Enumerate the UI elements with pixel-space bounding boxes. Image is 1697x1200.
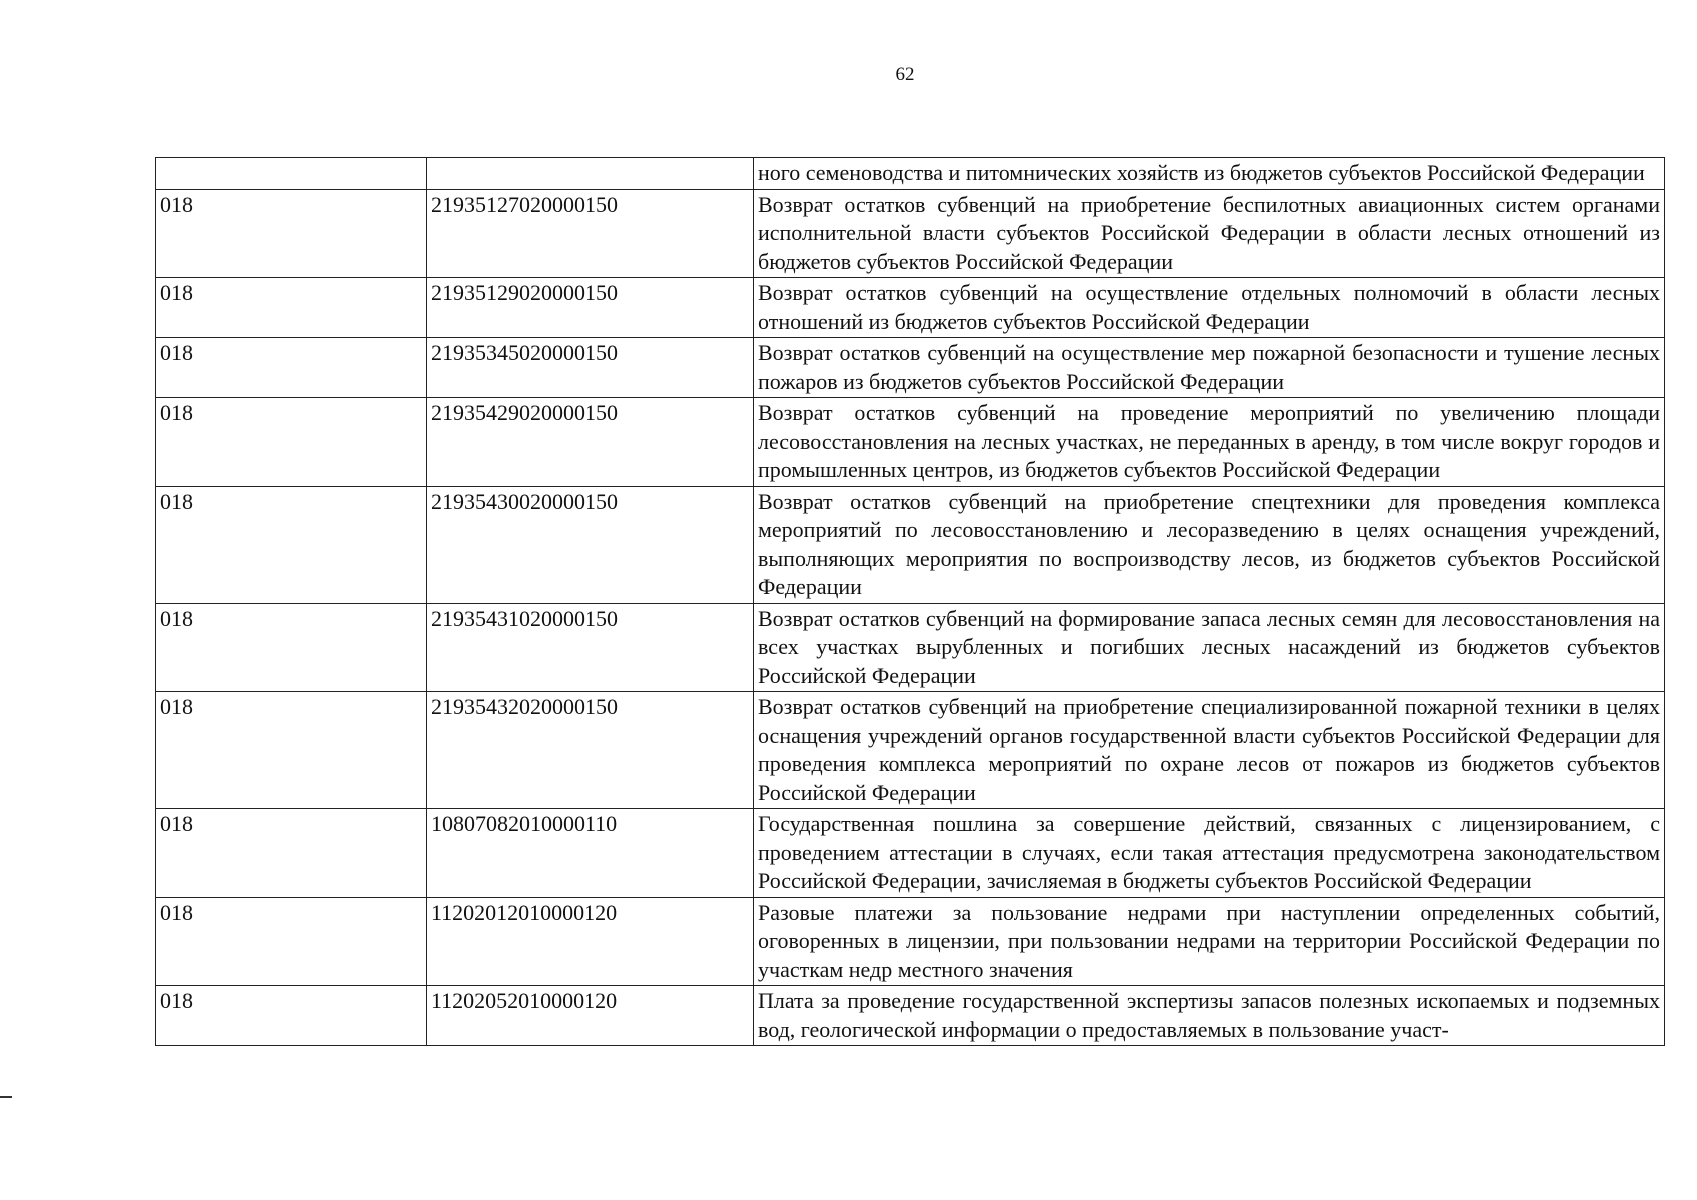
table-row bbox=[156, 338, 1665, 398]
description-cell: Возврат остатков субвенций на осуществление отдельных полномочий в области лесных отношений из бюджетов субъектов Российской Федерации bbox=[754, 278, 1665, 338]
admin-code-cell bbox=[156, 158, 427, 190]
admin-code-cell: 018 bbox=[156, 278, 427, 338]
table-row bbox=[156, 398, 1665, 487]
description-cell: Государственная пошлина за совершение действий, связанных с лицензированием, с проведением аттестации в случаях, если такая аттестация предусмотрена законодательством Российской Федерации, зачисляемая в бюджеты субъектов Российской Федерации bbox=[754, 809, 1665, 898]
table-row bbox=[156, 603, 1665, 692]
table-row bbox=[156, 278, 1665, 338]
budget-code-cell: 21935345020000150 bbox=[427, 338, 754, 398]
admin-code-cell: 018 bbox=[156, 603, 427, 692]
description-cell: Разовые платежи за пользование недрами при наступлении определенных событий, оговоренных в лицензии, при пользовании недрами на территории Российской Федерации по участкам недр местного значения bbox=[754, 897, 1665, 986]
budget-code-cell: 11202052010000120 bbox=[427, 986, 754, 1046]
admin-code-cell: 018 bbox=[156, 486, 427, 603]
budget-code-cell: 10807082010000110 bbox=[427, 809, 754, 898]
budget-code-cell: 21935432020000150 bbox=[427, 692, 754, 809]
table-row bbox=[156, 189, 1665, 278]
budget-code-cell bbox=[427, 158, 754, 190]
description-cell: Возврат остатков субвенций на приобретение спецтехники для проведения комплекса мероприятий по лесовосстановлению и лесоразведению в целях оснащения учреждений, выполняющих мероприятия по воспроизводству лесов, из бюджетов субъектов Российской Федерации bbox=[754, 486, 1665, 603]
table-row bbox=[156, 897, 1665, 986]
budget-code-cell: 21935431020000150 bbox=[427, 603, 754, 692]
admin-code-cell: 018 bbox=[156, 986, 427, 1046]
table-row bbox=[156, 486, 1665, 603]
table-row bbox=[156, 986, 1665, 1046]
table-row bbox=[156, 809, 1665, 898]
budget-codes-table bbox=[155, 157, 1665, 1046]
budget-code-cell: 21935129020000150 bbox=[427, 278, 754, 338]
table-row bbox=[156, 692, 1665, 809]
admin-code-cell: 018 bbox=[156, 338, 427, 398]
description-cell: Возврат остатков субвенций на формирование запаса лесных семян для лесовосстановления на всех участках вырубленных и погибших лесных насаждений из бюджетов субъектов Российской Федерации bbox=[754, 603, 1665, 692]
admin-code-cell: 018 bbox=[156, 692, 427, 809]
budget-code-cell: 11202012010000120 bbox=[427, 897, 754, 986]
page-number: 62 bbox=[895, 64, 915, 85]
admin-code-cell: 018 bbox=[156, 897, 427, 986]
margin-mark bbox=[0, 1096, 12, 1098]
admin-code-cell: 018 bbox=[156, 809, 427, 898]
description-cell: Плата за проведение государственной экспертизы запасов полезных ископаемых и подземных вод, геологической информации о предоставляемых в пользование участ- bbox=[754, 986, 1665, 1046]
table-body bbox=[156, 158, 1665, 1046]
description-cell: Возврат остатков субвенций на приобретение беспилотных авиационных систем органами исполнительной власти субъектов Российской Федерации в области лесных отношений из бюджетов субъектов Российской Федерации bbox=[754, 189, 1665, 278]
budget-code-cell: 21935429020000150 bbox=[427, 398, 754, 487]
description-cell: ного семеноводства и питомнических хозяйств из бюджетов субъектов Российской Федерации bbox=[754, 158, 1665, 190]
description-cell: Возврат остатков субвенций на проведение мероприятий по увеличению площади лесовосстановления на лесных участках, не переданных в аренду, в том числе вокруг городов и промышленных центров, из бюджетов субъектов Российской Федерации bbox=[754, 398, 1665, 487]
description-cell: Возврат остатков субвенций на осуществление мер пожарной безопасности и тушение лесных пожаров из бюджетов субъектов Российской Федерации bbox=[754, 338, 1665, 398]
admin-code-cell: 018 bbox=[156, 398, 427, 487]
budget-code-cell: 21935127020000150 bbox=[427, 189, 754, 278]
description-cell: Возврат остатков субвенций на приобретение специализированной пожарной техники в целях оснащения учреждений органов государственной власти субъектов Российской Федерации для проведения комплекса мероприятий по охране лесов от пожаров из бюджетов субъектов Российской Федерации bbox=[754, 692, 1665, 809]
budget-code-cell: 21935430020000150 bbox=[427, 486, 754, 603]
admin-code-cell: 018 bbox=[156, 189, 427, 278]
table-row bbox=[156, 158, 1665, 190]
